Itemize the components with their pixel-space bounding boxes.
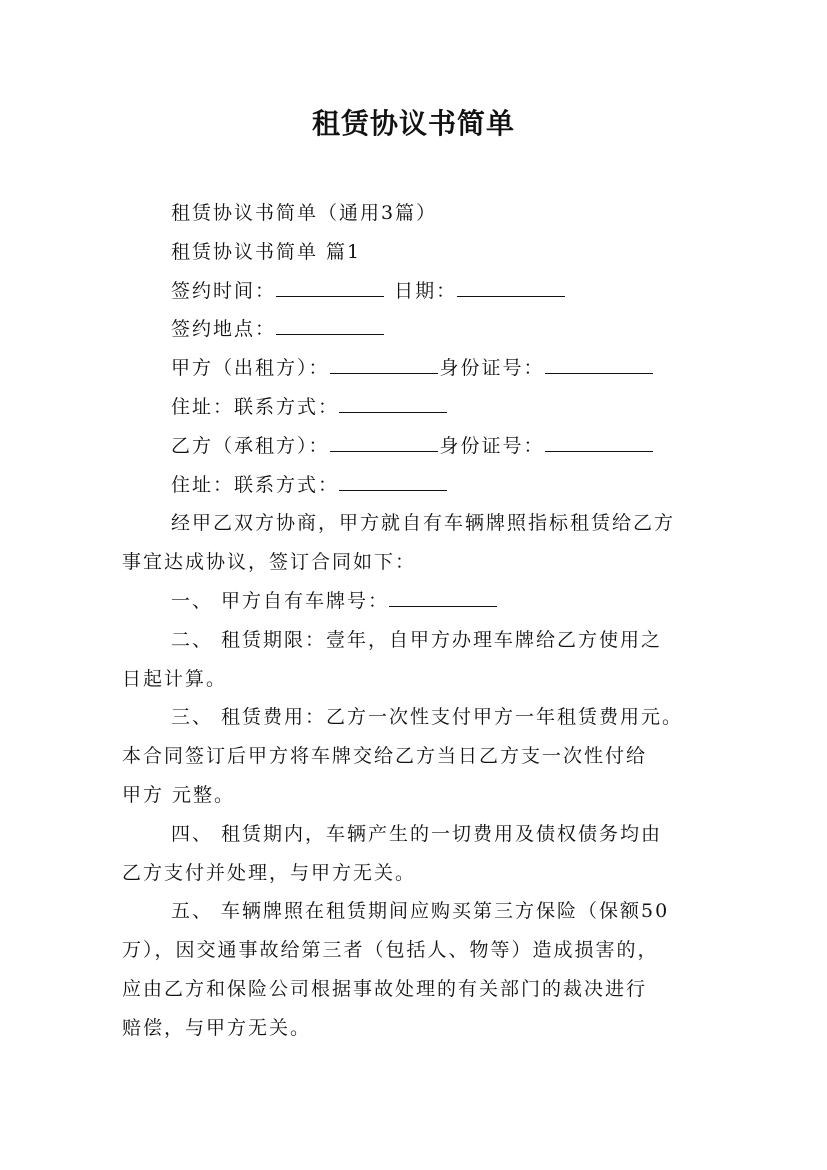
clause-1-text: 一、 甲方自有车牌号： (171, 589, 390, 612)
sign-place-label: 签约地点： (171, 318, 277, 341)
clause-3-line-3: 甲方 元整。 (122, 783, 236, 806)
clause-4-line-1: 四、 租赁期内，车辆产生的一切费用及债权债务均由 (171, 822, 663, 845)
clause-5-line-4: 赔偿，与甲方无关。 (122, 1016, 312, 1039)
party-a-address-row (126, 388, 716, 427)
party-a-id-blank[interactable] (545, 372, 653, 374)
sign-time-label: 签约时间： (171, 279, 277, 302)
party-b-label: 乙方（承租方）： (171, 434, 330, 457)
party-a-blank[interactable] (330, 372, 438, 374)
party-b-address-row (126, 466, 716, 505)
document-body (122, 194, 716, 1048)
intro-line-1: 经甲乙双方协商，甲方就自有车辆牌照指标租赁给乙方 (171, 512, 676, 535)
section-heading: 租赁协议书简单 篇1 (171, 240, 362, 263)
clause-5-line-3: 应由乙方和保险公司根据事故处理的有关部门的裁决进行 (122, 977, 648, 1000)
sign-time-row (126, 272, 716, 311)
clause-5-line-1: 五、 车辆牌照在租赁期间应购买第三方保险（保额50 (171, 900, 670, 923)
party-a-label: 甲方（出租方）： (171, 357, 330, 380)
party-a-id-label: 身份证号： (439, 357, 545, 380)
clause-3-line-2: 本合同签订后甲方将车牌交给乙方当日乙方支一次性付给 (122, 745, 648, 768)
party-a-row (126, 349, 716, 388)
date-label: 日期： (394, 279, 458, 302)
intro-line-2: 事宜达成协议，签订合同如下： (122, 551, 417, 574)
subtitle: 租赁协议书简单（通用3篇） (171, 202, 438, 224)
clause-2-line-1: 二、 租赁期限：壹年，自甲方办理车牌给乙方使用之 (171, 628, 663, 651)
clause-5-line-2: 万），因交通事故给第三者（包括人、物等）造成损害的， (122, 939, 659, 962)
sign-place-row (126, 310, 716, 349)
party-b-contact-blank[interactable] (339, 489, 447, 491)
clause-2-line-2: 日起计算。 (122, 667, 228, 690)
party-a-contact-blank[interactable] (339, 411, 447, 413)
party-b-blank[interactable] (330, 450, 438, 452)
sign-place-blank[interactable] (276, 333, 384, 335)
party-a-address-label: 住址：联系方式： (171, 395, 340, 418)
date-blank[interactable] (457, 295, 565, 297)
party-b-address-label: 住址：联系方式： (171, 473, 340, 496)
clause-4-line-2: 乙方支付并处理，与甲方无关。 (122, 861, 417, 884)
party-b-row (126, 427, 716, 466)
sign-time-blank[interactable] (276, 295, 384, 297)
plate-number-blank[interactable] (389, 605, 497, 607)
party-b-id-label: 身份证号： (439, 434, 545, 457)
clause-1 (126, 582, 716, 621)
clause-3-line-1: 三、 租赁费用：乙方一次性支付甲方一年租赁费用元。 (171, 706, 684, 729)
document-title: 租赁协议书简单 (311, 107, 515, 140)
party-b-id-blank[interactable] (545, 450, 653, 452)
